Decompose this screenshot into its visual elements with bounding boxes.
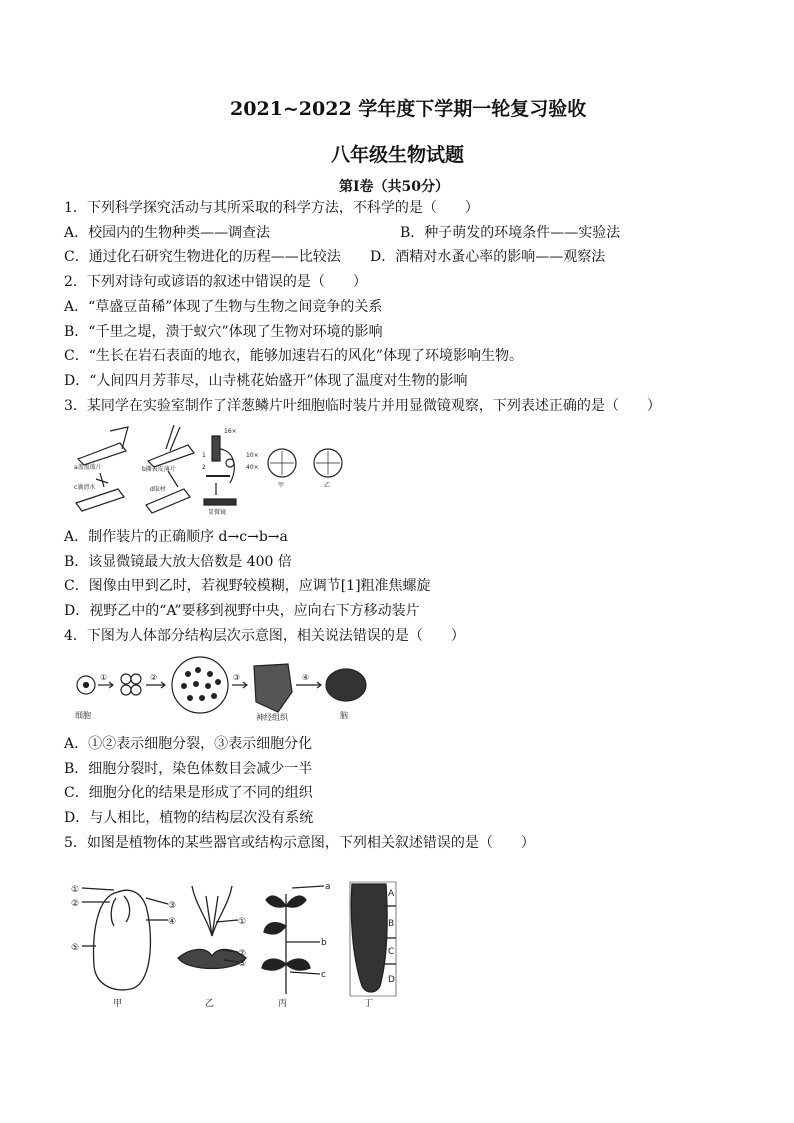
fig5-label-C: C bbox=[388, 947, 395, 957]
fig3-label-c: c滴清水 bbox=[74, 484, 96, 491]
q2-option-a: A．“草盛豆苗稀”体现了生物与生物之间竞争的关系 bbox=[64, 299, 383, 315]
fig3-label-d: d取材 bbox=[150, 486, 166, 493]
fig5-label-4: ④ bbox=[168, 917, 177, 927]
q2-stem: 2．下列对诗句或谚语的叙述中错误的是（ ） bbox=[64, 274, 367, 290]
section-title: 第Ⅰ卷（共50分） bbox=[339, 179, 450, 195]
fig3-label-jia: 甲 bbox=[278, 482, 285, 489]
fig5-label-D: D bbox=[388, 975, 395, 985]
fig5-label-A: A bbox=[388, 889, 395, 899]
exam-title: 2021~2022 学年度下学期一轮复习验收 bbox=[230, 98, 587, 120]
q3-figure bbox=[70, 421, 370, 516]
fig5-label-a: a bbox=[325, 882, 331, 892]
fig3-label-10x: 10× bbox=[246, 452, 259, 459]
fig5-label-b: b bbox=[321, 938, 327, 948]
q2-option-b: B．“千里之堤，溃于蚁穴”体现了生物对环境的影响 bbox=[64, 324, 383, 340]
q1-option-d: D．酒精对水蚤心率的影响——观察法 bbox=[370, 249, 606, 265]
q3-option-a: A．制作装片的正确顺序 d→c→b→a bbox=[64, 529, 288, 545]
fig3-label-microscope: 显微镜 bbox=[208, 509, 227, 516]
q4-option-b: B．细胞分裂时，染色体数目会减少一半 bbox=[64, 761, 313, 777]
fig5-label-2: ② bbox=[71, 899, 80, 909]
q1-option-a: A．校园内的生物种类——调查法 bbox=[64, 225, 271, 241]
fig3-label-2: 2 bbox=[202, 464, 206, 471]
fig5-label-3: ③ bbox=[168, 901, 177, 911]
fig5-yi-label-1: ① bbox=[238, 917, 247, 927]
q1-stem: 1．下列科学探究活动与其所采取的科学方法，不科学的是（ ） bbox=[64, 200, 479, 216]
fig3-label-a: a盖盖玻片 bbox=[74, 464, 102, 471]
q3-stem: 3．某同学在实验室制作了洋葱鳞片叶细胞临时装片并用显微镜观察，下列表述正确的是（ ） bbox=[64, 398, 661, 414]
fig4-label-cell: 细胞 bbox=[75, 711, 91, 720]
fig3-label-yi: 乙 bbox=[324, 482, 331, 489]
fig5-label-yi: 乙 bbox=[205, 999, 215, 1009]
q3-option-d: D．视野乙中的“A”要移到视野中央，应向右下方移动装片 bbox=[64, 603, 420, 619]
q3-option-c: C．图像由甲到乙时，若视野较模糊，应调节[1]粗准焦螺旋 bbox=[64, 578, 431, 594]
fig5-label-c: c bbox=[321, 970, 326, 980]
fig4-label-brain: 脑 bbox=[340, 711, 348, 720]
q4-option-a: A．①②表示细胞分裂，③表示细胞分化 bbox=[64, 736, 313, 752]
fig3-label-b: b撕表皮薄片 bbox=[142, 466, 176, 473]
q4-option-c: C．细胞分化的结果是形成了不同的组织 bbox=[64, 785, 313, 801]
fig5-label-jia: 甲 bbox=[113, 999, 123, 1009]
q5-stem: 5．如图是植物体的某些器官或结构示意图，下列相关叙述错误的是（ ） bbox=[64, 835, 535, 851]
q4-stem: 4．下图为人体部分结构层次示意图，相关说法错误的是（ ） bbox=[64, 628, 465, 644]
q4-figure bbox=[70, 652, 380, 724]
exam-subtitle: 八年级生物试题 bbox=[331, 144, 465, 166]
q5-figure bbox=[66, 876, 406, 1010]
fig4-label-1: ① bbox=[100, 673, 108, 682]
fig5-label-bing: 丙 bbox=[278, 999, 288, 1009]
fig5-label-5: ⑤ bbox=[71, 943, 80, 953]
fig3-label-16x: 16× bbox=[224, 428, 237, 435]
fig4-label-3: ③ bbox=[233, 673, 241, 682]
fig5-yi-label-3: ③ bbox=[238, 959, 247, 969]
q1-option-c: C．通过化石研究生物进化的历程——比较法 bbox=[64, 249, 341, 265]
fig5-label-ding: 丁 bbox=[364, 999, 374, 1009]
fig4-label-2: ② bbox=[150, 673, 158, 682]
fig5-label-B: B bbox=[388, 919, 395, 929]
q2-option-c: C．“生长在岩石表面的地衣，能够加速岩石的风化”体现了环境影响生物。 bbox=[64, 348, 524, 364]
fig3-label-40x: 40× bbox=[246, 464, 259, 471]
q2-option-d: D．“人间四月芳菲尽，山寺桃花始盛开”体现了温度对生物的影响 bbox=[64, 373, 468, 389]
q3-option-b: B．该显微镜最大放大倍数是 400 倍 bbox=[64, 554, 292, 570]
q4-option-d: D．与人相比，植物的结构层次没有系统 bbox=[64, 810, 314, 826]
fig3-label-1: 1 bbox=[202, 452, 206, 459]
fig4-label-nerve-tissue: 神经组织 bbox=[256, 713, 288, 722]
fig4-label-4: ④ bbox=[302, 673, 310, 682]
fig5-label-1: ① bbox=[71, 885, 80, 895]
fig5-yi-label-2: ② bbox=[238, 949, 247, 959]
q1-option-b: B．种子萌发的环境条件——实验法 bbox=[400, 225, 621, 241]
